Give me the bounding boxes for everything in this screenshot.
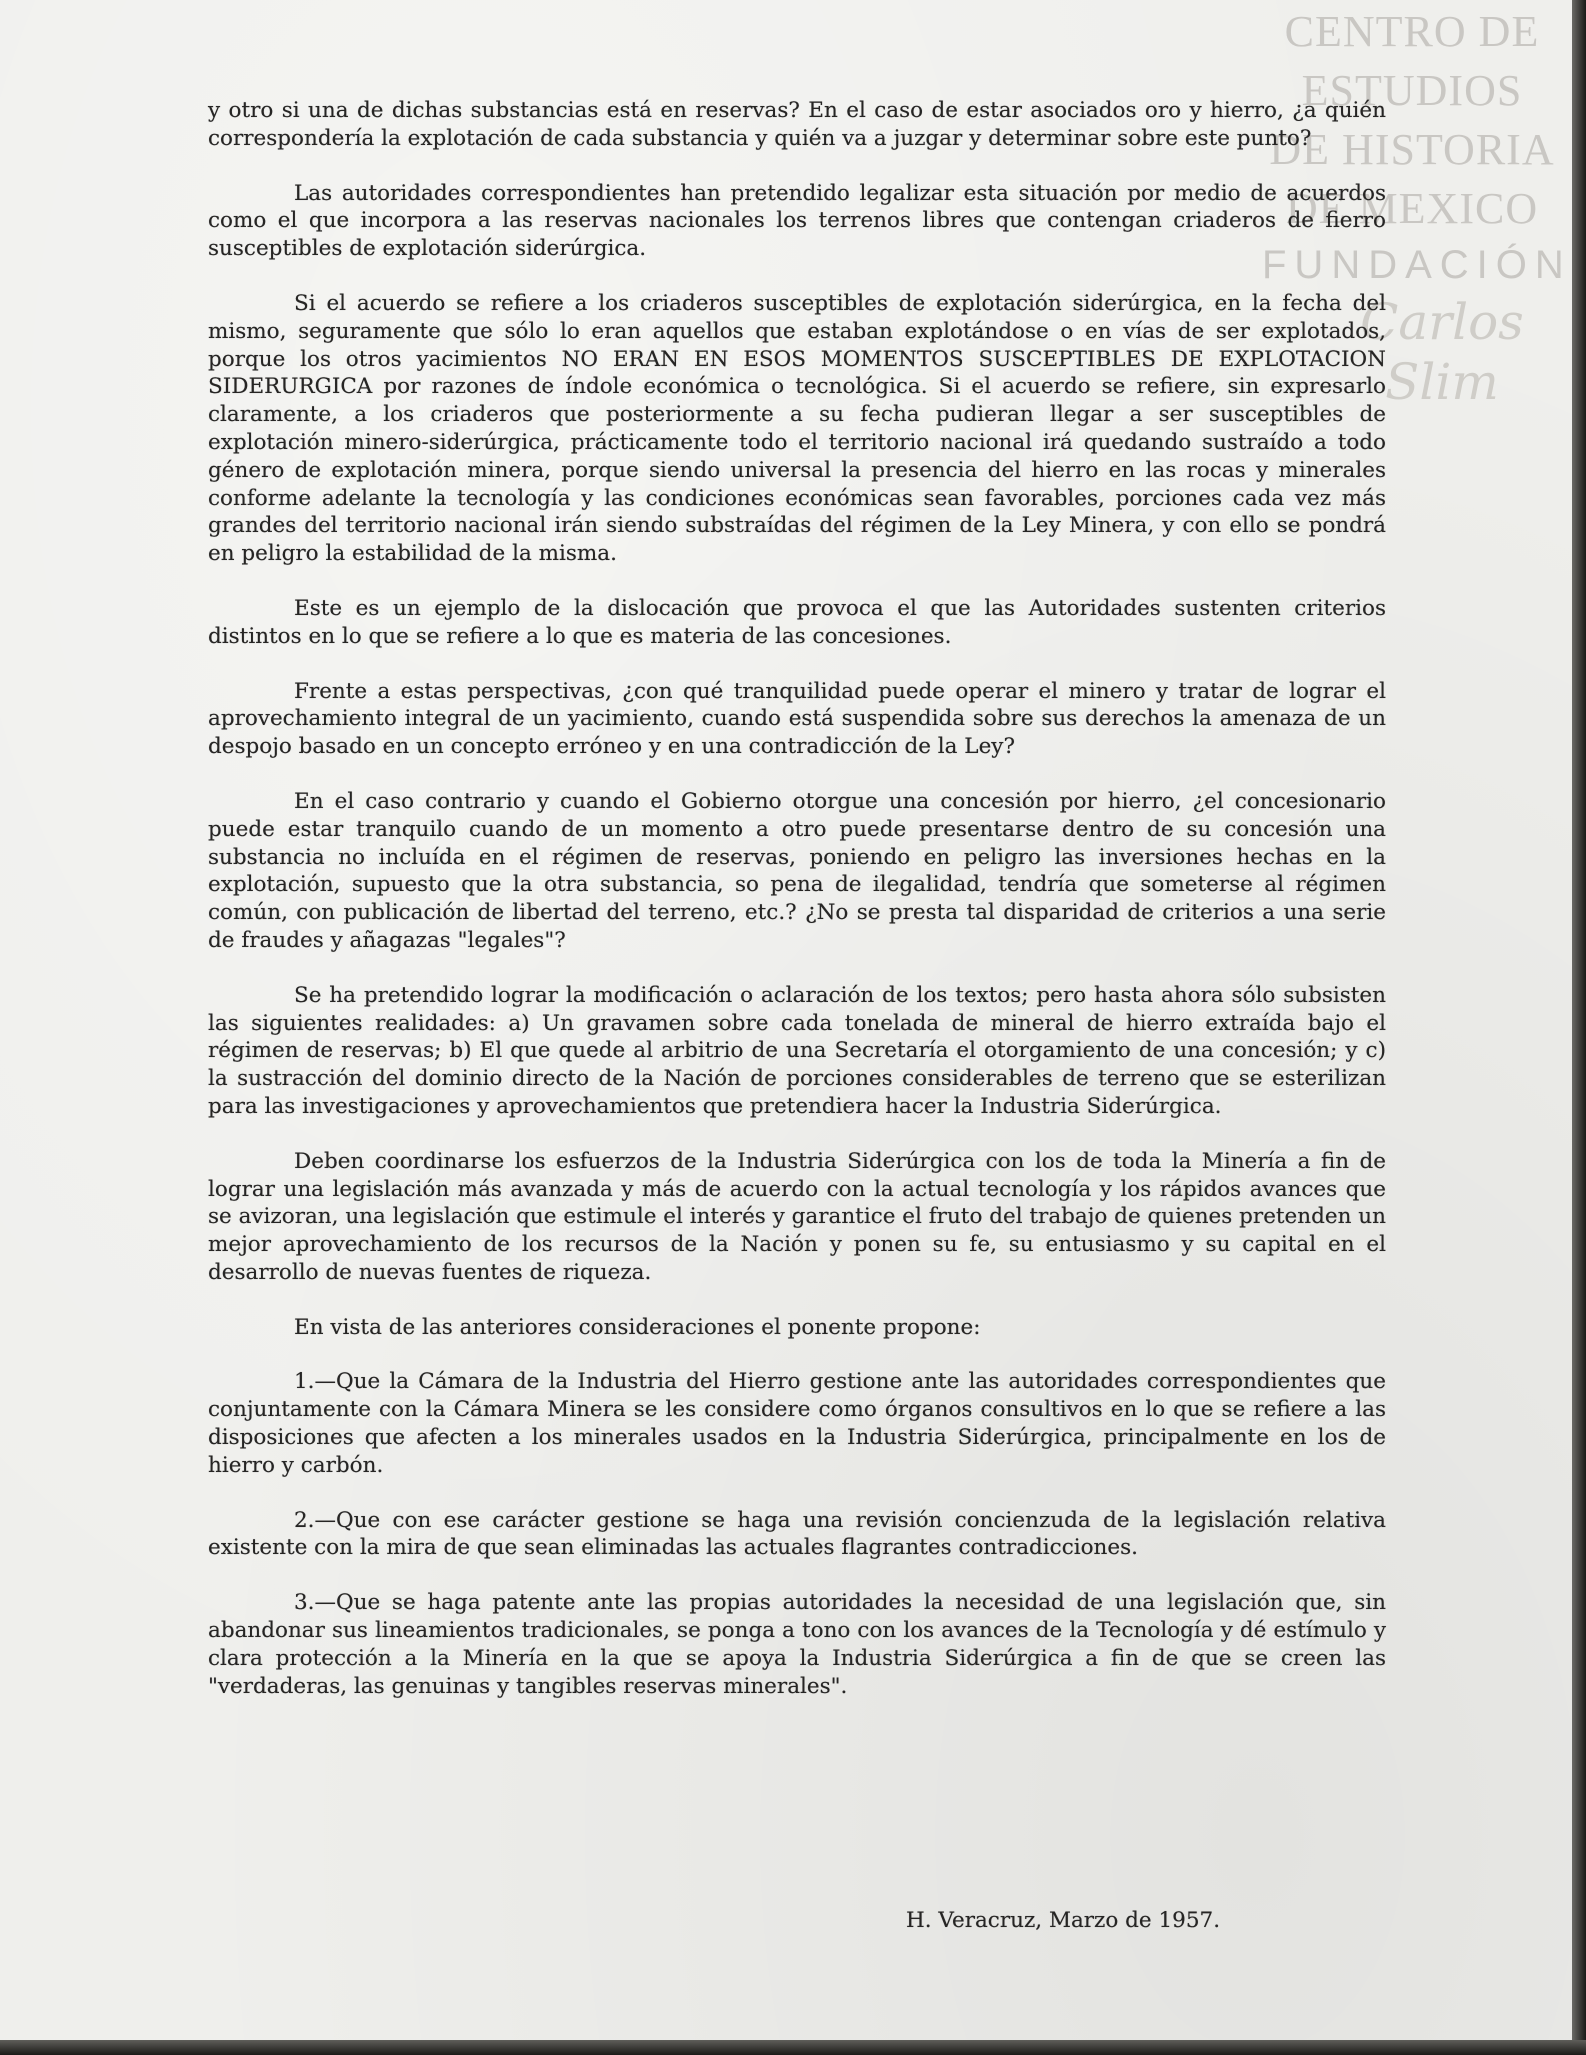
scan-right-edge	[1572, 0, 1586, 2055]
paragraph-9: En vista de las anteriores consideraciones el ponente propone:	[294, 1314, 981, 1340]
watermark-line-3: DE HISTORIA	[1269, 125, 1555, 174]
paragraph-8: Deben coordinarse los esfuerzos de la Industria Siderúrgica con los de toda la Minería a fin de lograr una legislación más avanzada y más de acuerdo con la actual tecnología y los rápidos avances que se avizoran, una legislación que estimule el interés y garantice el fruto del trabajo de quienes pretenden un mejor aprovechamiento de los recursos de la Nación y ponen su fe, su entusiasmo y su capital en el desarrollo de nuevas fuentes de riqueza.	[208, 1148, 1386, 1285]
paragraph-1: y otro si una de dichas substancias está en reservas? En el caso de estar asociados oro y hierro, ¿a quién correspondería la explotación de cada substancia y quién va a juzgar y determinar sobre este punto?	[208, 98, 1386, 151]
paragraph-3: Si el acuerdo se refiere a los criaderos susceptibles de explotación siderúrgica, en la fecha del mismo, seguramente que sólo lo eran aquellos que estaban explotándose o en vías de ser explotados, porque los otros yacimientos NO ERAN EN ESOS MOMENTOS SUSCEPTIBLES DE EXPLOTACION SIDERURGICA por razones de índole económica o tecnológica. Si el acuerdo se refiere, sin expresarlo claramente, a los criaderos que posteriormente a su fecha pudieran llegar a ser susceptibles de explotación minero-siderúrgica, prácticamente todo el territorio nacional irá quedando sustraído a todo género de explotación minera, porque siendo universal la presencia del hierro en las rocas y minerales conforme adelante la tecnología y las condiciones económicas sean favorables, porciones cada vez más grandes del territorio nacional irán siendo substraídas del régimen de la Ley Minera, y con ello se pondrá en peligro la estabilidad de la misma.	[208, 290, 1386, 567]
proposal-3: 3.—Que se haga patente ante las propias autoridades la necesidad de una legislación que, sin abandonar sus lineamientos tradicionales, se ponga a tono con los avances de la Tecnología y dé estímulo y clara protección a la Minería en la que se apoya la Industria Siderúrgica a fin de que se creen las "verdaderas, las genuinas y tangibles reservas minerales".	[208, 1590, 1386, 1699]
paragraph-6: En el caso contrario y cuando el Gobierno otorgue una concesión por hierro, ¿el concesionario puede estar tranquilo cuando de un momento a otro puede presentarse dentro de su concesión una substancia no incluída en el régimen de reservas, poniendo en peligro las inversiones hechas en la explotación, supuesto que la otra substancia, so pena de ilegalidad, tendría que someterse al régimen común, con publicación de libertad del terreno, etc.? ¿No se presta tal disparidad de criterios a una serie de fraudes y añagazas "legales"?	[208, 788, 1386, 953]
paragraph-2: Las autoridades correspondientes han pretendido legalizar esta situación por medio de acuerdos como el que incorpora a las reservas nacionales los terrenos libres que contengan criaderos de fierro susceptibles de explotación siderúrgica.	[208, 180, 1386, 262]
watermark-line-5: FUNDACIÓN	[1262, 243, 1572, 287]
proposal-1: 1.—Que la Cámara de la Industria del Hierro gestione ante las autoridades correspondientes que conjuntamente con la Cámara Minera se les considere como órganos consultivos en lo que se refiere a las disposiciones que afecten a los minerales usados en la Industria Siderúrgica, principalmente en los de hierro y carbón.	[208, 1369, 1386, 1478]
paragraph-4: Este es un ejemplo de la dislocación que provoca el que las Autoridades sustenten criterios distintos en lo que se refiere a lo que es materia de las concesiones.	[208, 595, 1386, 649]
paragraph-5: Frente a estas perspectivas, ¿con qué tranquilidad puede operar el minero y tratar de lograr el aprovechamiento integral de un yacimiento, cuando está suspendida sobre sus derechos la amenaza de un despojo basado en un concepto erróneo y en una contradicción de la Ley?	[208, 678, 1386, 760]
place-date-signature: H. Veracruz, Marzo de 1957.	[906, 1908, 1221, 1933]
watermark-signature: Carlos Slim	[1360, 293, 1524, 411]
paragraph-7: Se ha pretendido lograr la modificación o aclaración de los textos; pero hasta ahora sólo subsisten las siguientes realidades: a) Un gravamen sobre cada tonelada de mineral de hierro extraída bajo el régimen de reservas; b) El que quede al arbitrio de una Secretaría el otorgamiento de una concesión; y c) la sustracción del dominio directo de la Nación de porciones considerables de terreno que se esterilizan para las investigaciones y aprovechamientos que pretendiera hacer la Industria Siderúrgica.	[208, 982, 1386, 1119]
watermark-line-1: CENTRO DE	[1284, 7, 1540, 56]
proposal-2: 2.—Que con ese carácter gestione se haga una revisión concienzuda de la legislación relativa existente con la mira de que sean eliminadas las actuales flagrantes contradicciones.	[208, 1507, 1386, 1561]
watermark-line-2: ESTUDIOS	[1301, 66, 1523, 115]
scan-bottom-edge	[0, 2040, 1586, 2055]
watermark-line-4: DE MEXICO	[1285, 184, 1539, 233]
document-body	[208, 97, 1386, 1727]
